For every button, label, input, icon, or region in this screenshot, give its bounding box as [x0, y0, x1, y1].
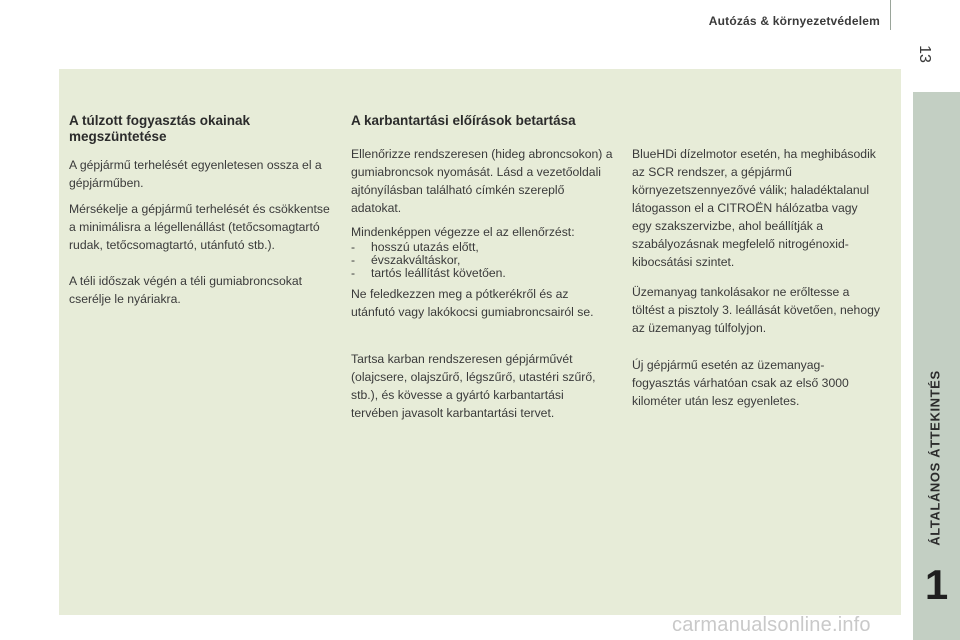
section-heading-fuel-consumption: A túlzott fogyasztás okainak megszüntetése	[69, 113, 251, 144]
section-heading-maintenance: A karbantartási előírások betartása	[351, 113, 576, 128]
paragraph-refuelling: Üzemanyag tankolásakor ne erőltesse a töltést a pisztoly 3. leállását követően, nehogy az üzemanyag túlfolyjon.	[632, 285, 880, 335]
header-divider	[890, 0, 891, 30]
paragraph-load-distribution: A gépjármű terhelését egyenletesen ossza el a gépjárműben.	[69, 158, 322, 190]
list-item: - tartós leállítást követően.	[351, 267, 613, 280]
watermark-text: carmanualsonline.info	[672, 614, 871, 636]
running-header-title: Autózás & környezetvédelem	[708, 14, 880, 28]
list-item: - hosszú utazás előtt,	[351, 241, 613, 254]
paragraph-service-plan: Tartsa karban rendszeresen gépjárművét (olajcsere, olajszűrő, légszűrő, utastéri szűrő, stb.), és kövesse a gyártó karbantartási tervében javasolt karbantartási tervet.	[351, 352, 596, 420]
paragraph-reduce-drag: Mérsékelje a gépjármű terhelését és csökkentse a minimálisra a légellenállást (tetőcsomagtartó rudak, tetőcsomagtartó, utánfutó stb.).	[69, 202, 330, 252]
chapter-sidebar-tab	[913, 92, 960, 640]
paragraph-winter-tyres: A téli időszak végén a téli gumiabroncsokat cserélje le nyáriakra.	[69, 274, 303, 306]
paragraph-check-intro: Mindenképpen végezze el az ellenőrzést:	[351, 225, 575, 239]
paragraph-scr-system: BlueHDi dízelmotor esetén, ha meghibásodik az SCR rendszer, a gépjármű környezetszennyezővé válik; haladéktalanul látogasson el a CITROËN hálózatba vagy egy szakszervizbe, ahol beállítják a szabályozásnak megfelelő nitrogénoxid-kibocsátási szintet.	[632, 147, 876, 269]
page-number: 13	[916, 45, 933, 63]
column-middle	[351, 113, 613, 422]
paragraph-tyre-pressure: Ellenőrizze rendszeresen (hideg abroncsokon) a gumiabroncsok nyomását. Lásd a vezetőoldali ajtónyílásban található címkén szereplő adatokat.	[351, 147, 613, 215]
sidebar-chapter-label-text: ÁLTALÁNOS ÁTTEKINTÉS	[927, 370, 943, 546]
list-item: - évszakváltáskor,	[351, 254, 613, 267]
check-occasions-list	[351, 241, 613, 280]
column-left	[69, 113, 337, 308]
paragraph-new-vehicle-consumption: Új gépjármű esetén az üzemanyag-fogyasztás várhatóan csak az első 3000 kilométer után lesz egyenletes.	[632, 358, 849, 408]
paragraph-spare-wheel: Ne feledkezzen meg a pótkerékről és az utánfutó vagy lakókocsi gumiabroncsairól se.	[351, 287, 594, 319]
chapter-number: 1	[924, 561, 949, 608]
column-right	[632, 145, 880, 410]
